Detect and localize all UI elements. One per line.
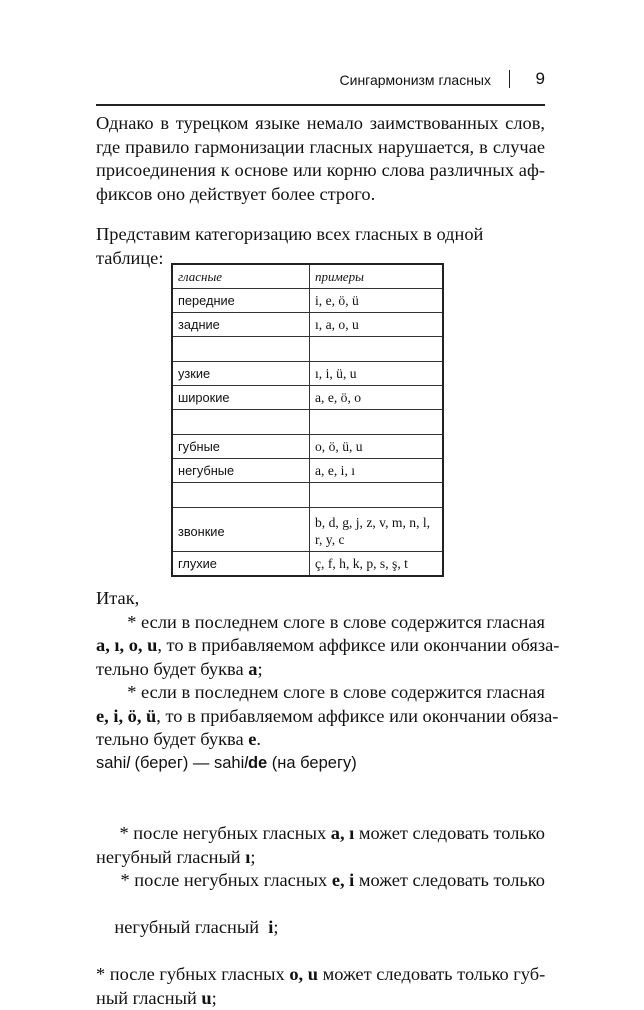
table-cell: глухие [173, 552, 310, 575]
rule-2-text: * если в последнем слоге в слове содержится гласная [127, 682, 545, 702]
intro-line: присоединения к основе или корню слова различных аф- [96, 159, 545, 183]
example-letter: l [126, 754, 130, 772]
rule-2-line-2 [96, 705, 545, 729]
header-separator [509, 70, 511, 88]
vowel-table [171, 263, 444, 577]
rule-2-vowels: e, i, ö, ü [96, 706, 156, 726]
rule-2-text: тельно будет буква [96, 729, 248, 749]
rule-5-line-1 [96, 963, 545, 987]
rule-1-text: тельно будет буква [96, 659, 248, 679]
table-cell [173, 410, 310, 435]
table-row [173, 459, 442, 483]
table-cell [173, 337, 310, 362]
table-cell: задние [173, 313, 310, 337]
itak-line [96, 587, 545, 611]
table-cell [310, 410, 442, 435]
table-header-cell: гласные [173, 265, 310, 289]
rule-3-line-1 [96, 822, 545, 846]
example-translation: (берег) — sahi [130, 754, 244, 772]
table-cell: a, e, ö, o [310, 386, 442, 410]
table-cell: ç, f, h, k, p, s, ş, t [310, 552, 442, 575]
table-cell: o, ö, ü, u [310, 435, 442, 459]
rule-5-text: * после губных гласных [96, 964, 289, 984]
running-title: Сингармонизм гласных [340, 72, 491, 88]
table-cell [310, 337, 442, 362]
rule-5-line-2 [96, 987, 545, 1010]
rule-3-text: негубный гласный [96, 847, 245, 867]
rule-4-end: ; [273, 917, 278, 937]
rule-1-end: ; [257, 659, 262, 679]
itak-text: Итак, [96, 588, 139, 608]
example-line [96, 752, 545, 776]
rule-4-vowels: e, i [332, 870, 354, 890]
intro-lines [96, 112, 545, 206]
spacer [96, 775, 545, 822]
rule-1-line-3 [96, 658, 545, 682]
table-cell: широкие [173, 386, 310, 410]
table-cell: a, e, i, ı [310, 459, 442, 483]
rule-2-line-3 [96, 728, 545, 752]
table-cell: i, e, ö, ü [310, 289, 442, 313]
table-cell [310, 483, 442, 508]
rule-4-letter: i [268, 917, 273, 937]
rule-5-end: ; [212, 988, 217, 1008]
rule-5-text: может следовать только губ- [318, 964, 545, 984]
table-intro: Представим категоризацию всех гласных в одной таблице: [96, 223, 545, 270]
table-spacer-row [173, 483, 442, 508]
intro-line: где правило гармонизации гласных нарушается, в случае [96, 136, 545, 160]
rule-4-line-2 [96, 893, 545, 964]
table-spacer-row [173, 337, 442, 362]
rules-section [96, 587, 545, 1010]
table-header-cell: примеры [310, 265, 442, 289]
page-header [96, 66, 545, 106]
example-letter: l [244, 754, 248, 772]
table-cell: узкие [173, 362, 310, 386]
table-cell: звонкие [173, 508, 310, 552]
page-number: 9 [536, 69, 545, 89]
rule-1-vowels: a, ı, o, u [96, 635, 157, 655]
rule-1-text: , то в прибавляемом аффиксе или окончании обяза- [157, 635, 559, 655]
rule-4-line-1 [96, 869, 545, 893]
table-cell: ı, i, ü, u [310, 362, 442, 386]
rule-5-letter: u [201, 988, 211, 1008]
example-translation: (на берегу) [267, 754, 357, 772]
rule-2-end: . [256, 729, 261, 749]
intro-line: фиксов оно действует более строго. [96, 183, 545, 207]
rule-4-text: * после негубных гласных [120, 870, 331, 890]
rule-2-text: , то в прибавляемом аффиксе или окончании обяза- [156, 706, 558, 726]
table-cell: ı, a, o, u [310, 313, 442, 337]
table-cell [173, 483, 310, 508]
rule-1-text: * если в последнем слоге в слове содержится гласная [127, 612, 545, 632]
table-cell: передние [173, 289, 310, 313]
table-row [173, 552, 442, 575]
table-cell: b, d, g, j, z, v, m, n, l, r, y, c [310, 508, 442, 552]
rule-3-end: ; [250, 847, 255, 867]
table-row [173, 508, 442, 552]
table-cell: губные [173, 435, 310, 459]
rule-3-vowels: a, ı [331, 823, 355, 843]
rule-1-line-1 [96, 611, 545, 635]
table-row [173, 313, 442, 337]
rule-3-text: * после негубных гласных [119, 823, 330, 843]
table-cell: негубные [173, 459, 310, 483]
rule-1-letter: a [248, 659, 257, 679]
rule-4-text: негубный гласный [114, 917, 268, 937]
table-row [173, 289, 442, 313]
table-header-row [173, 265, 442, 289]
rule-4-text: может следовать только [354, 870, 545, 890]
table-row [173, 435, 442, 459]
rule-1-line-2 [96, 634, 545, 658]
table-row [173, 362, 442, 386]
rule-3-letter: ı [245, 847, 250, 867]
example-suffix: de [248, 754, 267, 772]
rule-3-text: может следовать только [354, 823, 545, 843]
rule-3-line-2 [96, 846, 545, 870]
example-word: sahi [96, 754, 126, 772]
rule-2-line-1 [96, 681, 545, 705]
rule-2-letter: e [248, 729, 256, 749]
rule-5-vowels: o, u [289, 964, 318, 984]
table-row [173, 386, 442, 410]
intro-line: Однако в турецком языке немало заимствованных слов, [96, 112, 545, 136]
table-spacer-row [173, 410, 442, 435]
rule-5-text: ный гласный [96, 988, 201, 1008]
